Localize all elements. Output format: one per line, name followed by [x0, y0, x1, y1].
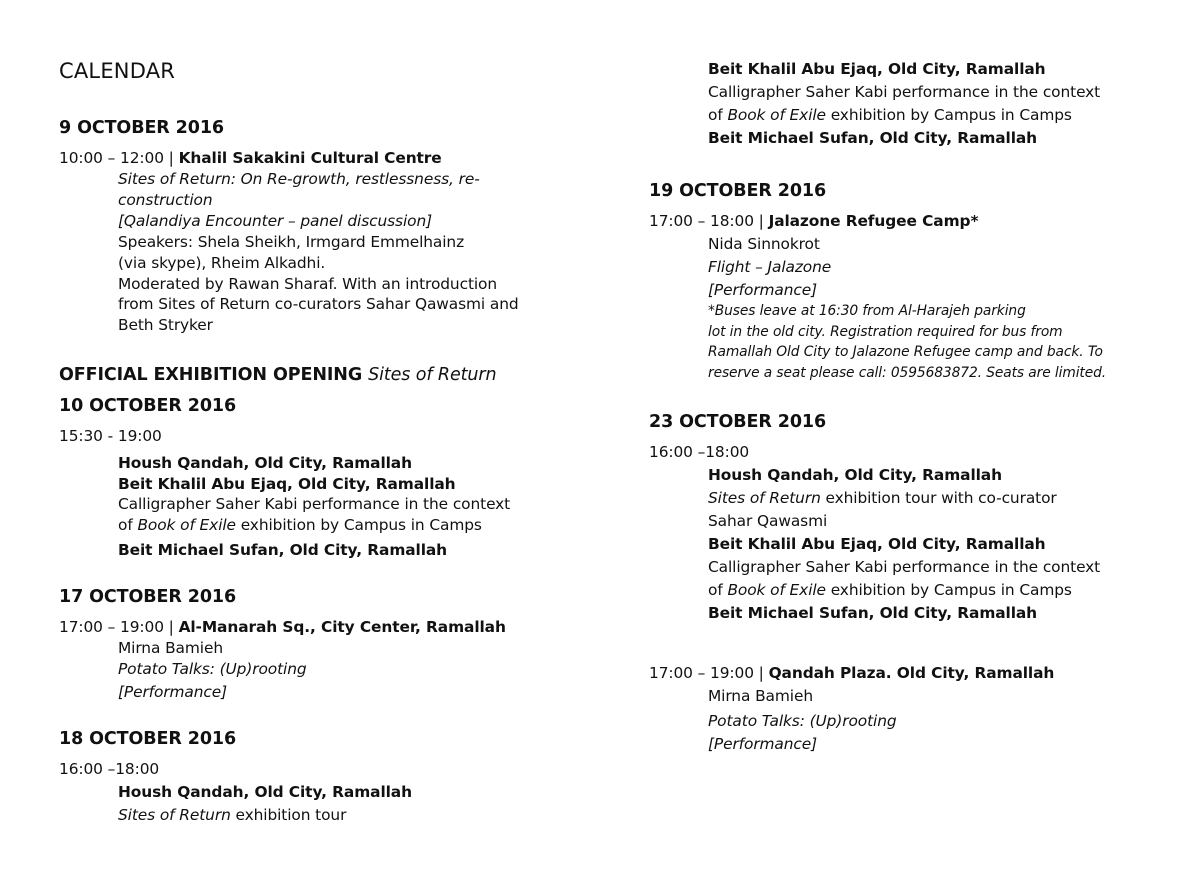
event-venue: Beit Michael Sufan, Old City, Ramallah	[708, 604, 1038, 622]
event-description: Sahar Qawasmi	[708, 512, 828, 530]
event-artist: Mirna Bamieh	[118, 639, 223, 657]
event-type: [Performance]	[708, 281, 818, 299]
event-moderator: from Sites of Return co-curators Sahar Qawasmi and	[118, 295, 519, 313]
event-artist: Nida Sinnokrot	[708, 235, 820, 253]
event-venue: Housh Qandah, Old City, Ramallah	[708, 466, 1002, 484]
date-heading-oct17: 17 OCTOBER 2016	[59, 587, 237, 607]
event-venue: Beit Khalil Abu Ejaq, Old City, Ramallah	[708, 535, 1046, 553]
event-note: *Buses leave at 16:30 from Al-Harajeh parking	[708, 303, 1026, 319]
event-title: construction	[118, 191, 213, 209]
event-note: reserve a seat please call: 0595683872. Seats are limited.	[708, 365, 1107, 381]
description-text: exhibition by Campus in Camps	[825, 106, 1072, 124]
event-venue: Beit Khalil Abu Ejaq, Old City, Ramallah	[708, 60, 1046, 78]
page-title: CALENDAR	[59, 59, 176, 83]
event-time: 17:00 – 19:00 |	[59, 618, 179, 636]
event-moderator: Beth Stryker	[118, 316, 213, 334]
event-venue: Beit Khalil Abu Ejaq, Old City, Ramallah	[118, 475, 456, 493]
event-venue: Al-Manarah Sq., City Center, Ramallah	[178, 618, 506, 636]
event-speakers: Speakers: Shela Sheikh, Irmgard Emmelhainz	[118, 233, 465, 251]
event-moderator: Moderated by Rawan Sharaf. With an introduction	[118, 275, 498, 293]
event-note: lot in the old city. Registration required for bus from	[708, 324, 1063, 340]
exhibition-title: Book of Exile	[727, 581, 826, 599]
description-text: exhibition by Campus in Camps	[825, 581, 1072, 599]
event-venue: Beit Michael Sufan, Old City, Ramallah	[118, 541, 448, 559]
event-time-line	[649, 663, 1054, 683]
event-title: Potato Talks: (Up)rooting	[118, 660, 307, 678]
opening-title: Sites of Return	[368, 365, 497, 385]
event-speakers: (via skype), Rheim Alkadhi.	[118, 254, 326, 272]
event-time-line	[649, 211, 978, 231]
date-heading-oct23: 23 OCTOBER 2016	[649, 412, 827, 432]
event-venue: Khalil Sakakini Cultural Centre	[178, 149, 442, 167]
event-type: [Qalandiya Encounter – panel discussion]	[118, 212, 433, 230]
event-description: Calligrapher Saher Kabi performance in the context	[118, 495, 511, 513]
event-description: Calligrapher Saher Kabi performance in the context	[708, 558, 1101, 576]
event-venue: Qandah Plaza. Old City, Ramallah	[768, 664, 1055, 682]
event-time: 16:00 –18:00	[649, 443, 750, 461]
event-title: Sites of Return: On Re-growth, restlessness, re-	[118, 170, 480, 188]
date-heading-oct19: 19 OCTOBER 2016	[649, 181, 827, 201]
event-type: [Performance]	[708, 735, 818, 753]
event-time: 17:00 – 19:00 |	[649, 664, 769, 682]
event-venue: Jalazone Refugee Camp*	[768, 212, 979, 230]
exhibition-title: Sites of Return	[118, 806, 231, 824]
event-title: Potato Talks: (Up)rooting	[708, 712, 897, 730]
event-artist: Mirna Bamieh	[708, 687, 813, 705]
event-venue: Housh Qandah, Old City, Ramallah	[118, 454, 412, 472]
event-time: 15:30 - 19:00	[59, 427, 162, 445]
event-description	[118, 805, 346, 825]
date-heading-oct10: 10 OCTOBER 2016	[59, 396, 237, 416]
description-text: exhibition tour with co-curator	[820, 489, 1057, 507]
event-title: Flight – Jalazone	[708, 258, 832, 276]
description-text: exhibition by Campus in Camps	[235, 516, 482, 534]
event-time: 10:00 – 12:00 |	[59, 149, 179, 167]
description-text: of	[708, 106, 728, 124]
event-description	[708, 580, 1072, 600]
opening-heading	[59, 364, 496, 386]
event-type: [Performance]	[118, 683, 228, 701]
exhibition-title: Book of Exile	[137, 516, 236, 534]
event-note: Ramallah Old City to Jalazone Refugee camp and back. To	[708, 344, 1103, 360]
event-time-line	[59, 617, 506, 637]
date-heading-oct9: 9 OCTOBER 2016	[59, 118, 224, 138]
date-heading-oct18: 18 OCTOBER 2016	[59, 729, 237, 749]
event-venue: Housh Qandah, Old City, Ramallah	[118, 783, 412, 801]
event-venue: Beit Michael Sufan, Old City, Ramallah	[708, 129, 1038, 147]
event-time: 17:00 – 18:00 |	[649, 212, 769, 230]
event-time-line	[59, 148, 442, 168]
event-description	[708, 105, 1072, 125]
exhibition-title: Book of Exile	[727, 106, 826, 124]
description-text: of	[708, 581, 728, 599]
event-description: Calligrapher Saher Kabi performance in the context	[708, 83, 1101, 101]
event-description	[708, 488, 1057, 508]
event-description	[118, 515, 482, 535]
description-text: exhibition tour	[230, 806, 347, 824]
event-time: 16:00 –18:00	[59, 760, 160, 778]
description-text: of	[118, 516, 138, 534]
opening-label: OFFICIAL EXHIBITION OPENING	[59, 365, 369, 385]
exhibition-title: Sites of Return	[708, 489, 821, 507]
